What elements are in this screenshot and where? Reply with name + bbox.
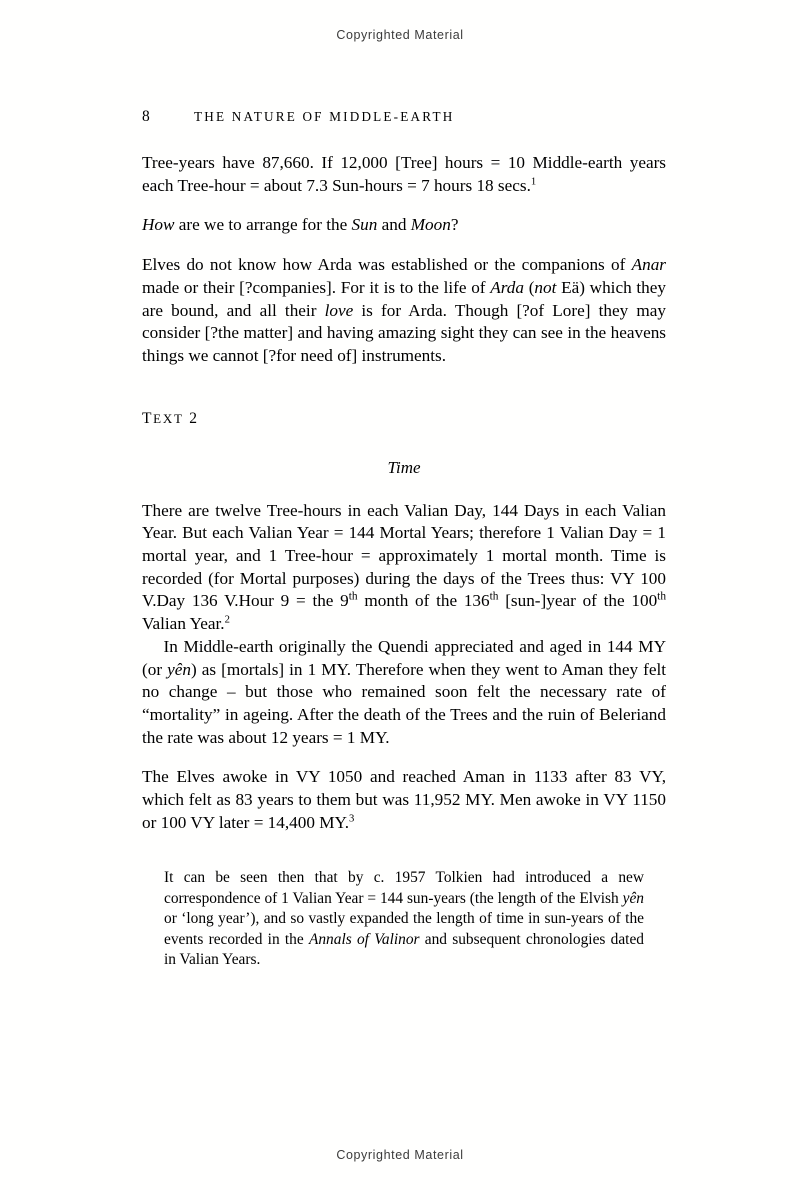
paragraph-elves-awoke: The Elves awoke in VY 1050 and reached Aman in 1133 after 83 VY, which felt as 83 years to them but was 11,952 MY. Men awoke in VY 1150 or 100 VY later = 14,400 MY.$^3$ — [142, 767, 666, 832]
watermark-bottom: Copyrighted Material — [336, 1148, 464, 1162]
page-content — [142, 108, 666, 971]
page-number: 8 — [142, 108, 150, 125]
footnote-ref-2: 2 — [224, 614, 230, 626]
paragraph-valian-day: There are twelve Tree-hours in each Valian Day, 144 Days in each Valian Year. But each Valian Year = 144 Mortal Years; therefore 1 Valian Day = 1 mortal year, and 1 Tree-hour = approximately 1 mortal month. Time is recorded (for Mortal purposes) during the days of the Trees thus: VY 100 V.Day 136 V.Hour 9 = the 9th month of the 136th [sun-]year of the 100th Valian Year.$^2$ — [142, 500, 666, 634]
running-head — [142, 108, 666, 126]
editorial-note: It can be seen then that by c. 1957 Tolkien had introduced a new correspondence of 1 Valian Year = 144 sun-years (the length of the Elvish yên or ‘long year’), and so vastly expanded the length of time in sun-years of the events recorded in the Annals of Valinor and subsequent chronologies dated in Valian Years. — [164, 869, 644, 969]
footnote-ref-3: 3 — [349, 813, 355, 825]
book-title: THE NATURE OF MIDDLE-EARTH — [194, 109, 455, 124]
paragraph-sun-moon: How are we to arrange for the Sun and Moon? — [142, 215, 459, 235]
section-heading-text-2: TEXT 2 — [142, 409, 199, 427]
watermark-top: Copyrighted Material — [336, 28, 464, 42]
subheading-time: Time — [387, 457, 421, 477]
paragraph-elves-arda: Elves do not know how Arda was established or the companions of Anar made or their [?companies]. For it is to the life of Arda (not Eä) which they are bound, and all their love is for Arda. Though [?of Lore] they may consider [?the matter] and having amazing sight they can see in the heavens things we cannot [?for need of] instruments. — [142, 255, 666, 365]
paragraph-tree-years: Tree-years have 87,660. If 12,000 [Tree] hours = 10 Middle-earth years each Tree-hour = about 7.3 Sun-hours = 7 hours 18 secs.$^1$ — [142, 153, 666, 195]
footnote-ref-1: 1 — [530, 175, 537, 187]
paragraph-quendi: In Middle-earth originally the Quendi appreciated and aged in 144 MY (or yên) as [mortals] in 1 MY. Therefore when they went to Aman they felt no change – but those who remained soon felt the necessary rate of “mortality” in ageing. After the death of the Trees and the ruin of Beleriand the rate was about 12 years = 1 MY. — [142, 636, 666, 747]
